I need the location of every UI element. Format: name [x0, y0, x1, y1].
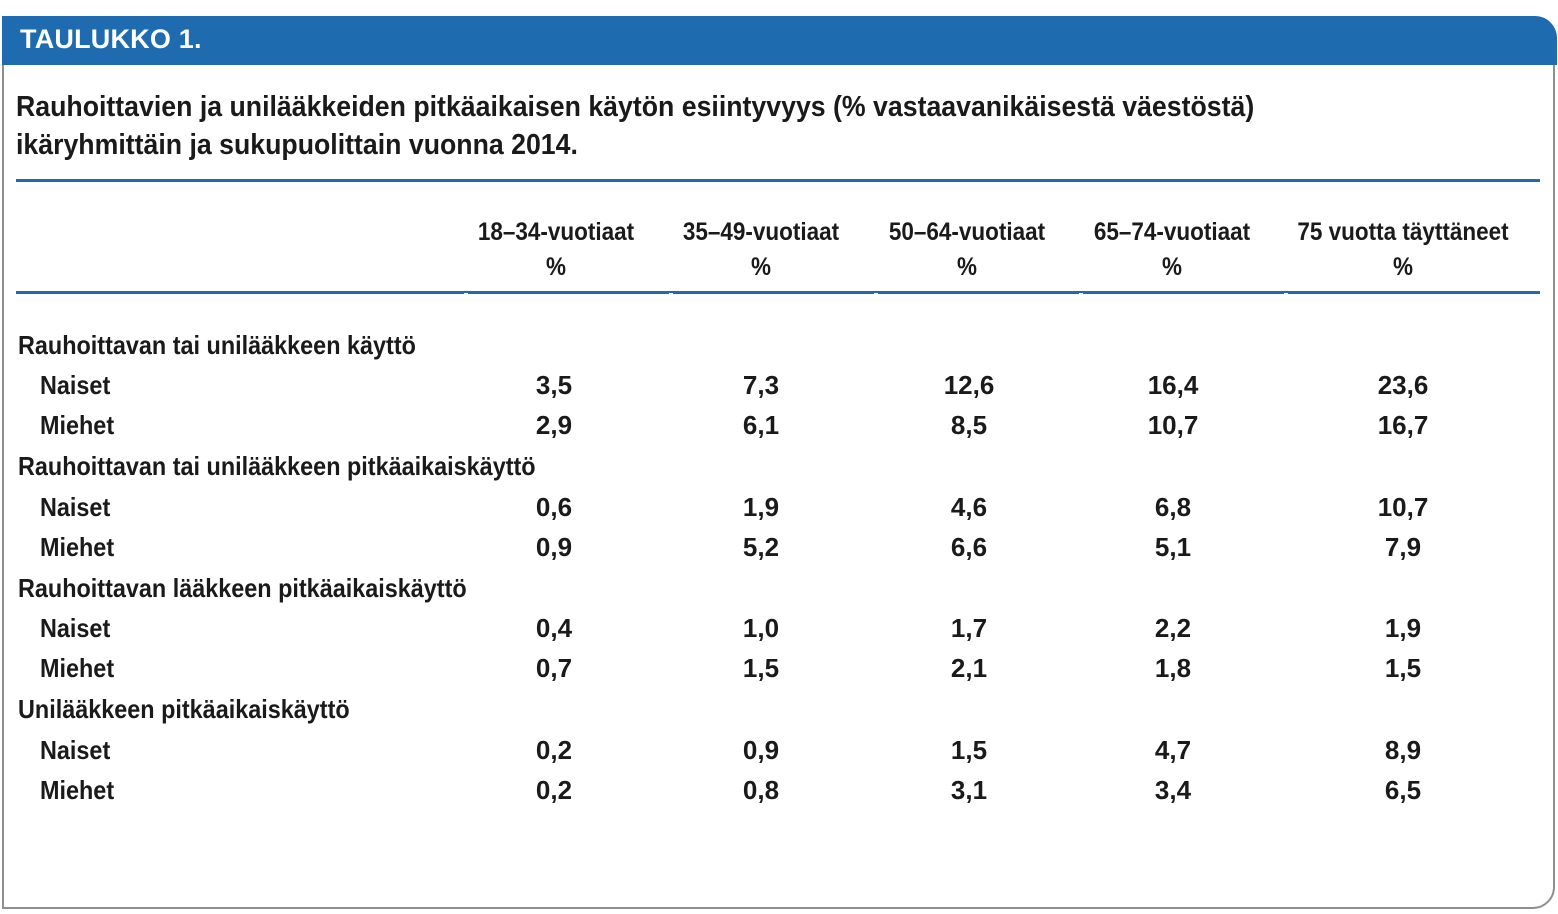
column-header-label: 35–49-vuotiaat	[682, 218, 840, 246]
table-cell: 1,9	[742, 492, 780, 522]
caption-line-2: ikäryhmittäin ja sukupuolittain vuonna 2014.	[16, 129, 578, 161]
column-header-unit: %	[956, 253, 977, 281]
table-cell: 3,5	[535, 370, 573, 400]
table-row	[0, 775, 1558, 815]
column-gap	[464, 293, 468, 295]
group-label: Rauhoittavan tai unilääkkeen käyttö	[18, 330, 416, 360]
table-cell: 4,7	[1154, 735, 1192, 765]
table-cell: 3,1	[950, 775, 988, 805]
table-row	[0, 532, 1558, 572]
column-header-unit: %	[545, 253, 566, 281]
table-cell: 7,9	[1384, 532, 1422, 562]
table-cell: 16,4	[1147, 370, 1199, 400]
column-header-label: 65–74-vuotiaat	[1093, 218, 1251, 246]
table-cell: 2,2	[1154, 613, 1192, 643]
table-cell: 7,3	[742, 370, 780, 400]
row-label: Miehet	[40, 532, 115, 562]
column-header-label: 50–64-vuotiaat	[888, 218, 1046, 246]
table-cell: 10,7	[1377, 492, 1429, 522]
table-cell: 2,9	[535, 410, 573, 440]
column-gap	[669, 293, 673, 295]
table-cell: 0,8	[742, 775, 780, 805]
row-label: Miehet	[40, 653, 115, 683]
column-header-35-49	[671, 218, 851, 282]
column-header-unit: %	[750, 253, 771, 281]
table-row	[0, 735, 1558, 775]
table-cell: 1,9	[1384, 613, 1422, 643]
table-cell: 1,5	[742, 653, 780, 683]
table-cell: 8,9	[1384, 735, 1422, 765]
table-cell: 0,2	[535, 735, 573, 765]
table-row	[0, 492, 1558, 532]
table-cell: 2,1	[950, 653, 988, 683]
table-row	[0, 653, 1558, 693]
group-label: Rauhoittavan lääkkeen pitkäaikaiskäyttö	[18, 573, 467, 603]
table-row	[0, 370, 1558, 410]
table-cell: 6,5	[1384, 775, 1422, 805]
table-cell: 6,1	[742, 410, 780, 440]
table-cell: 1,7	[950, 613, 988, 643]
group-label: Rauhoittavan tai unilääkkeen pitkäaikaiskäyttö	[18, 451, 536, 481]
column-gap	[1284, 293, 1288, 295]
table-cell: 1,8	[1154, 653, 1192, 683]
row-label: Naiset	[40, 492, 111, 522]
row-label: Naiset	[40, 370, 111, 400]
table-cell: 5,2	[742, 532, 780, 562]
caption-line-1: Rauhoittavien ja unilääkkeiden pitkäaikaisen käytön esiintyvyys (% vastaavanikäisestä väestöstä)	[16, 91, 1255, 123]
column-header-65-74	[1082, 218, 1262, 282]
table-group-row	[0, 451, 1558, 491]
table-cell: 0,6	[535, 492, 573, 522]
row-label: Miehet	[40, 410, 115, 440]
table-row	[0, 613, 1558, 653]
table-cell: 23,6	[1377, 370, 1429, 400]
table-cell: 1,5	[950, 735, 988, 765]
top-rule	[16, 179, 1540, 182]
column-header-75-plus	[1282, 218, 1524, 282]
table-number-label: TAULUKKO 1.	[20, 24, 202, 54]
table-group-row	[0, 330, 1558, 370]
table-header-bar	[2, 16, 1557, 65]
column-header-50-64	[877, 218, 1057, 282]
table-cell: 0,4	[535, 613, 573, 643]
column-header-label: 18–34-vuotiaat	[477, 218, 635, 246]
table-cell: 5,1	[1154, 532, 1192, 562]
table-cell: 6,6	[950, 532, 988, 562]
column-divider-gaps	[16, 293, 1540, 295]
table-cell: 0,2	[535, 775, 573, 805]
table-cell: 1,0	[742, 613, 780, 643]
column-gap	[1079, 293, 1083, 295]
table-cell: 0,9	[742, 735, 780, 765]
table-cell: 0,7	[535, 653, 573, 683]
table-group-row	[0, 573, 1558, 613]
table-cell: 3,4	[1154, 775, 1192, 805]
table-group-row	[0, 694, 1558, 734]
column-header-label: 75 vuotta täyttäneet	[1297, 218, 1509, 246]
table-cell: 16,7	[1377, 410, 1429, 440]
table-cell: 10,7	[1147, 410, 1199, 440]
column-header-unit: %	[1161, 253, 1182, 281]
column-header-18-34	[466, 218, 646, 282]
table-cell: 12,6	[943, 370, 995, 400]
row-label: Naiset	[40, 613, 111, 643]
table-cell: 4,6	[950, 492, 988, 522]
table-cell: 0,9	[535, 532, 573, 562]
table-cell: 1,5	[1384, 653, 1422, 683]
table-cell: 6,8	[1154, 492, 1192, 522]
row-label: Miehet	[40, 775, 115, 805]
column-header-unit: %	[1392, 253, 1413, 281]
table-row	[0, 410, 1558, 450]
row-label: Naiset	[40, 735, 111, 765]
group-label: Unilääkkeen pitkäaikaiskäyttö	[18, 694, 350, 724]
table-cell: 8,5	[950, 410, 988, 440]
table-caption	[16, 88, 1396, 164]
column-gap	[874, 293, 878, 295]
